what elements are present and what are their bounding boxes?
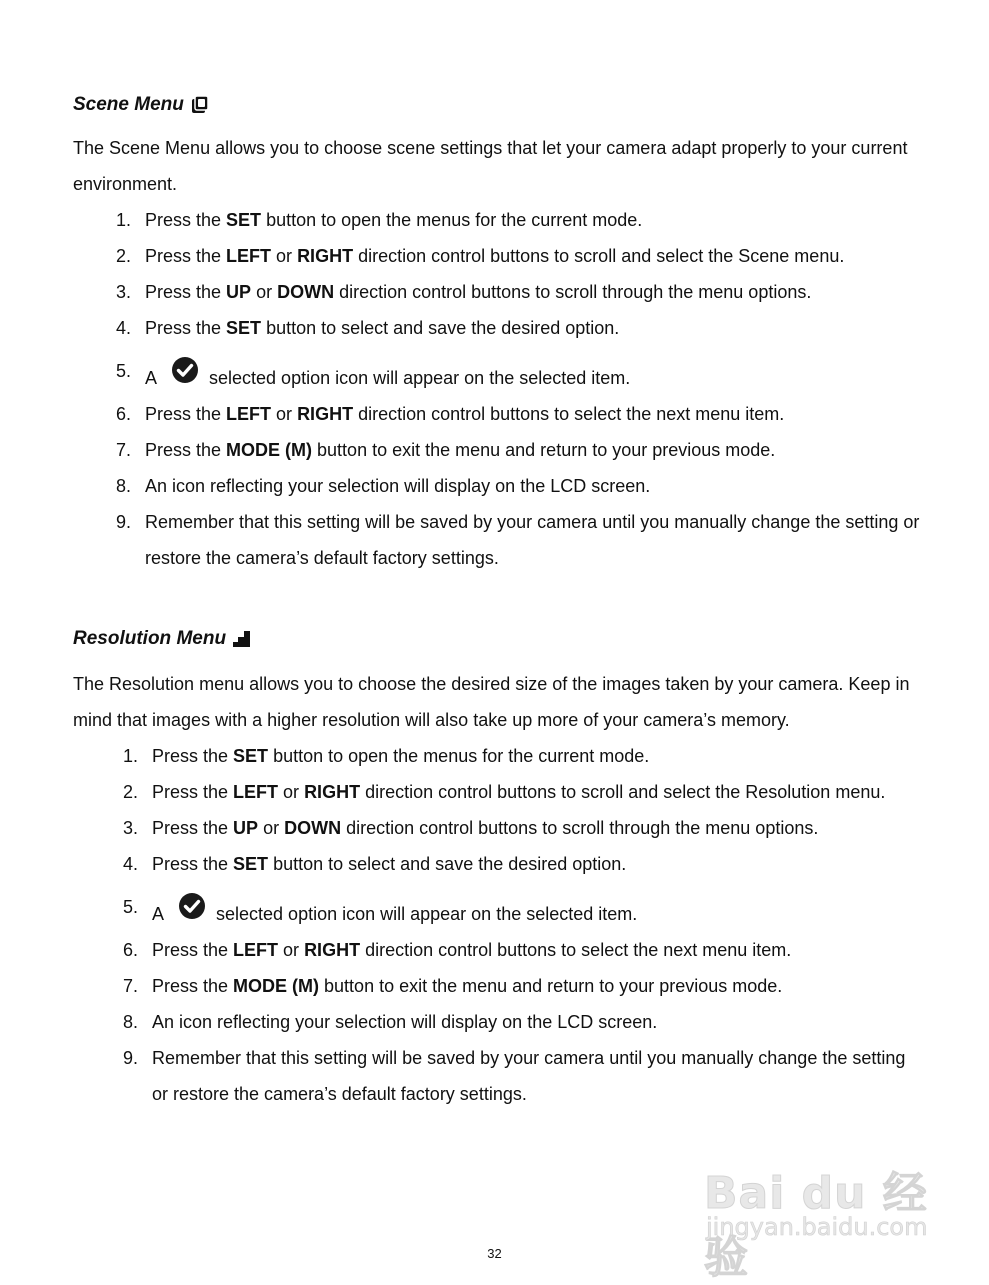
step-number: 9.	[122, 1048, 138, 1068]
list-item	[80, 738, 923, 774]
step-number: 6.	[115, 404, 131, 424]
list-item	[73, 274, 923, 310]
list-item	[73, 468, 923, 504]
button-name: MODE (M)	[233, 976, 320, 996]
step-fragment: Remember that this setting will be saved by your camera until you manually change the setting or restore the camera’s default factory settings.	[145, 512, 920, 568]
step-number: 5.	[122, 897, 138, 917]
step-fragment: An icon reflecting your selection will display on the LCD screen.	[152, 1012, 658, 1032]
step-fragment: An icon reflecting your selection will display on the LCD screen.	[145, 476, 651, 496]
step-fragment: Press the	[152, 746, 234, 766]
step-fragment: button to open the menus for the current mode.	[261, 210, 643, 230]
step-text	[138, 932, 923, 968]
check-icon	[178, 892, 206, 920]
step-text	[138, 846, 923, 882]
step-text	[138, 774, 923, 810]
step-text-after: selected option icon will appear on the selected item.	[216, 904, 638, 924]
step-number: 7.	[115, 440, 131, 460]
list-item	[80, 810, 923, 846]
step-fragment: Press the	[145, 318, 227, 338]
list-item	[73, 238, 923, 274]
step-fragment: or	[251, 282, 278, 302]
list-item	[80, 1040, 923, 1112]
step-number: 5.	[115, 361, 131, 381]
step-fragment: button to exit the menu and return to your previous mode.	[312, 440, 776, 460]
list-item	[80, 774, 923, 810]
scene-intro: The Scene Menu allows you to choose scene settings that let your camera adapt properly to your current environment.	[73, 138, 908, 194]
step-text	[131, 202, 923, 238]
step-text	[138, 810, 923, 846]
resolution-intro: The Resolution menu allows you to choose the desired size of the images taken by your camera. Keep in mind that images with a higher resolution will also take up more of your camera’s memory.	[73, 674, 910, 730]
list-item	[73, 202, 923, 238]
list-item	[73, 396, 923, 432]
step-number: 4.	[115, 318, 131, 338]
check-icon	[171, 356, 199, 384]
list-item	[73, 346, 923, 396]
resolution-heading	[73, 624, 923, 654]
button-name: SET	[233, 746, 269, 766]
step-fragment: or	[258, 818, 285, 838]
step-fragment: or	[271, 404, 298, 424]
step-fragment: Press the	[145, 404, 227, 424]
step-fragment: direction control buttons to scroll and select the Resolution menu.	[360, 782, 886, 802]
button-name: LEFT	[226, 246, 272, 266]
button-name: UP	[226, 282, 252, 302]
step-text-before: A	[152, 904, 165, 924]
step-number: 3.	[122, 818, 138, 838]
step-fragment: Press the	[145, 246, 227, 266]
resolution-icon	[233, 630, 251, 648]
button-name: UP	[233, 818, 259, 838]
step-number: 8.	[115, 476, 131, 496]
button-name: RIGHT	[304, 782, 361, 802]
list-item	[80, 846, 923, 882]
step-text	[131, 274, 923, 310]
step-text-before: A	[145, 368, 158, 388]
scene-steps	[73, 202, 923, 576]
button-name: LEFT	[233, 782, 279, 802]
step-text-after: selected option icon will appear on the selected item.	[209, 368, 631, 388]
step-text	[131, 356, 923, 396]
step-fragment: Press the	[152, 818, 234, 838]
watermark	[700, 1135, 940, 1283]
step-text	[131, 432, 923, 468]
list-item	[80, 968, 923, 1004]
step-text	[131, 504, 923, 576]
step-text	[138, 968, 923, 1004]
list-item	[73, 310, 923, 346]
button-name: DOWN	[284, 818, 342, 838]
step-number: 1.	[115, 210, 131, 230]
step-text	[138, 892, 923, 932]
resolution-steps	[80, 738, 923, 1112]
scene-section	[73, 90, 923, 576]
button-name: LEFT	[233, 940, 279, 960]
step-fragment: direction control buttons to select the next menu item.	[353, 404, 785, 424]
button-name: MODE (M)	[226, 440, 313, 460]
step-text	[131, 468, 923, 504]
step-number: 7.	[122, 976, 138, 996]
scene-title: Scene Menu	[73, 94, 184, 115]
step-fragment: button to exit the menu and return to your previous mode.	[319, 976, 783, 996]
step-text	[131, 238, 923, 274]
list-item	[73, 504, 923, 576]
step-fragment: Remember that this setting will be saved by your camera until you manually change the setting or restore the camera’s default factory settings.	[152, 1048, 906, 1104]
resolution-section	[73, 624, 923, 1112]
step-fragment: direction control buttons to scroll and select the Scene menu.	[353, 246, 845, 266]
watermark-brand: Bai du 经验	[704, 1168, 928, 1283]
step-text	[138, 1004, 923, 1040]
step-fragment: direction control buttons to scroll through the menu options.	[334, 282, 812, 302]
step-number: 1.	[122, 746, 138, 766]
page-number: 32	[487, 1246, 502, 1261]
step-fragment: button to select and save the desired option.	[261, 318, 620, 338]
step-fragment: Press the	[145, 210, 227, 230]
step-number: 2.	[122, 782, 138, 802]
button-name: SET	[233, 854, 269, 874]
step-number: 8.	[122, 1012, 138, 1032]
step-fragment: button to select and save the desired option.	[268, 854, 627, 874]
step-number: 2.	[115, 246, 131, 266]
button-name: DOWN	[277, 282, 335, 302]
scene-icon	[191, 95, 209, 115]
button-name: SET	[226, 210, 262, 230]
step-fragment: Press the	[152, 940, 234, 960]
step-fragment: Press the	[152, 854, 234, 874]
step-fragment: direction control buttons to scroll through the menu options.	[341, 818, 819, 838]
step-text	[138, 738, 923, 774]
step-number: 4.	[122, 854, 138, 874]
step-fragment: or	[278, 782, 305, 802]
watermark-url: jingyan.baidu.com	[706, 1213, 928, 1241]
step-number: 3.	[115, 282, 131, 302]
step-fragment: or	[271, 246, 298, 266]
scene-heading	[73, 90, 923, 120]
step-fragment: Press the	[152, 976, 234, 996]
list-item	[73, 432, 923, 468]
step-number: 6.	[122, 940, 138, 960]
button-name: RIGHT	[297, 246, 354, 266]
step-fragment: or	[278, 940, 305, 960]
list-item	[80, 1004, 923, 1040]
list-item	[80, 882, 923, 932]
step-text	[138, 1040, 923, 1112]
button-name: RIGHT	[297, 404, 354, 424]
step-fragment: direction control buttons to select the next menu item.	[360, 940, 792, 960]
button-name: SET	[226, 318, 262, 338]
step-fragment: Press the	[145, 282, 227, 302]
button-name: RIGHT	[304, 940, 361, 960]
button-name: LEFT	[226, 404, 272, 424]
step-fragment: Press the	[145, 440, 227, 460]
step-fragment: Press the	[152, 782, 234, 802]
list-item	[80, 932, 923, 968]
resolution-title: Resolution Menu	[73, 628, 227, 649]
step-fragment: button to open the menus for the current mode.	[268, 746, 650, 766]
step-number: 9.	[115, 512, 131, 532]
step-text	[131, 396, 923, 432]
step-text	[131, 310, 923, 346]
